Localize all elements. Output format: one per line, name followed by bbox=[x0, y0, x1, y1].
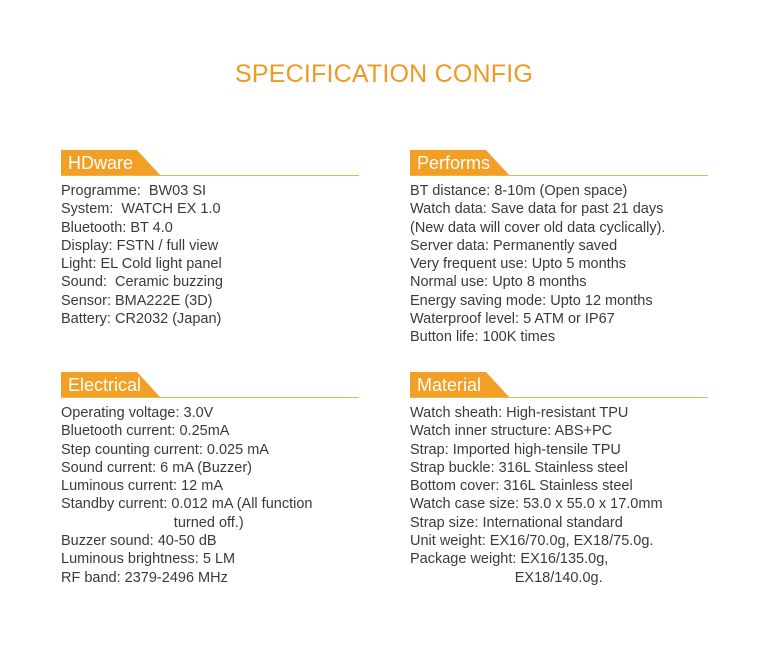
spec-line: Step counting current: 0.025 mA bbox=[61, 441, 269, 458]
material-spec-list bbox=[410, 404, 708, 587]
spec-line: Display: FSTN / full view bbox=[61, 237, 219, 254]
spec-line: Battery: CR2032 (Japan) bbox=[61, 311, 222, 328]
spec-line: Unit weight: EX16/70.0g, EX18/75.0g. bbox=[410, 533, 654, 550]
material-section bbox=[410, 372, 708, 587]
electrical-section bbox=[61, 372, 359, 587]
spec-line: Sound current: 6 mA (Buzzer) bbox=[61, 459, 252, 476]
spec-line: Strap: Imported high-tensile TPU bbox=[410, 441, 621, 458]
header-divider bbox=[61, 175, 359, 176]
spec-line: Strap buckle: 316L Stainless steel bbox=[410, 459, 628, 476]
electrical-header-label: Electrical bbox=[68, 375, 142, 395]
hardware-header-label: HDware bbox=[68, 153, 134, 173]
header-divider bbox=[61, 397, 359, 398]
material-header-label: Material bbox=[417, 375, 482, 395]
spec-line: Bottom cover: 316L Stainless steel bbox=[410, 478, 633, 495]
spec-line: Sound: Ceramic buzzing bbox=[61, 274, 223, 291]
spec-line: Bluetooth current: 0.25mA bbox=[61, 423, 230, 440]
spec-line: Very frequent use: Upto 5 months bbox=[410, 256, 627, 273]
performs-header bbox=[410, 150, 708, 176]
spec-line: Luminous current: 12 mA bbox=[61, 478, 223, 495]
spec-line: EX18/140.0g. bbox=[410, 569, 603, 586]
spec-line: Normal use: Upto 8 months bbox=[410, 274, 587, 291]
spec-line: Watch case size: 53.0 x 55.0 x 17.0mm bbox=[410, 496, 663, 513]
spec-line: (New data will cover old data cyclically). bbox=[410, 219, 666, 236]
electrical-spec-list bbox=[61, 404, 359, 587]
performs-spec-list bbox=[410, 182, 708, 347]
spec-line: Waterproof level: 5 ATM or IP67 bbox=[410, 311, 615, 328]
page-title: SPECIFICATION CONFIG bbox=[235, 60, 533, 88]
spec-line: Strap size: International standard bbox=[410, 514, 623, 531]
spec-line: Programme: BW03 SI bbox=[61, 183, 207, 199]
spec-line: Luminous brightness: 5 LM bbox=[61, 551, 236, 568]
spec-line: System: WATCH EX 1.0 bbox=[61, 201, 221, 218]
spec-line: Standby current: 0.012 mA (All function bbox=[61, 496, 313, 513]
spec-line: Sensor: BMA222E (3D) bbox=[61, 292, 213, 309]
hardware-spec-list bbox=[61, 182, 359, 328]
performs-header-label: Performs bbox=[417, 153, 491, 173]
spec-line: turned off.) bbox=[61, 514, 244, 531]
performs-section bbox=[410, 150, 708, 347]
spec-line: Watch sheath: High-resistant TPU bbox=[410, 405, 629, 421]
hardware-section bbox=[61, 150, 359, 328]
header-divider bbox=[410, 397, 708, 398]
spec-line: Server data: Permanently saved bbox=[410, 237, 618, 254]
spec-line: RF band: 2379-2496 MHz bbox=[61, 569, 228, 586]
spec-line: Button life: 100K times bbox=[410, 329, 556, 346]
header-divider bbox=[410, 175, 708, 176]
spec-line: Operating voltage: 3.0V bbox=[61, 405, 214, 421]
spec-line: Package weight: EX16/135.0g, bbox=[410, 551, 609, 568]
spec-line: Buzzer sound: 40-50 dB bbox=[61, 533, 217, 550]
spec-line: Bluetooth: BT 4.0 bbox=[61, 219, 173, 236]
spec-line: Watch inner structure: ABS+PC bbox=[410, 423, 613, 440]
spec-line: Watch data: Save data for past 21 days bbox=[410, 201, 664, 218]
spec-line: Light: EL Cold light panel bbox=[61, 256, 222, 273]
hardware-header bbox=[61, 150, 359, 176]
spec-line: Energy saving mode: Upto 12 months bbox=[410, 292, 653, 309]
electrical-header bbox=[61, 372, 359, 398]
spec-line: BT distance: 8-10m (Open space) bbox=[410, 183, 628, 199]
material-header bbox=[410, 372, 708, 398]
